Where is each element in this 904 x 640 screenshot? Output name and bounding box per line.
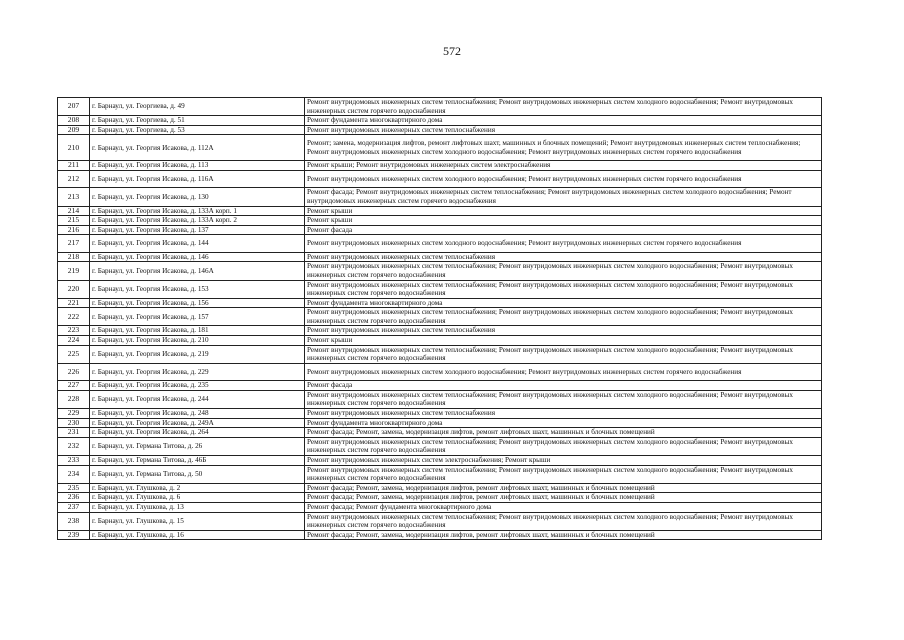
row-number: 210	[58, 135, 90, 161]
row-number: 214	[58, 206, 90, 216]
row-work-type: Ремонт фасада; Ремонт, замена, модернизация лифтов, ремонт лифтовых шахт, машинных и блочных помещений	[305, 530, 822, 540]
row-work-type: Ремонт фундамента многоквартирного дома	[305, 418, 822, 428]
row-number: 211	[58, 161, 90, 171]
row-address: г. Барнаул, ул. Георгия Исакова, д. 133А корп. 1	[90, 206, 305, 216]
table-row	[58, 428, 822, 438]
table-row	[58, 308, 822, 326]
row-address: г. Барнаул, ул. Георгиева, д. 53	[90, 125, 305, 135]
table-row	[58, 262, 822, 280]
table-row	[58, 280, 822, 298]
row-address: г. Барнаул, ул. Георгия Исакова, д. 210	[90, 336, 305, 346]
row-number: 229	[58, 409, 90, 419]
table-row	[58, 235, 822, 252]
table-row	[58, 363, 822, 380]
row-address: г. Барнаул, ул. Георгия Исакова, д. 146А	[90, 262, 305, 280]
row-work-type: Ремонт фасада; Ремонт, замена, модернизация лифтов, ремонт лифтовых шахт, машинных и блочных помещений	[305, 428, 822, 438]
table-row	[58, 390, 822, 408]
row-address: г. Барнаул, ул. Георгия Исакова, д. 181	[90, 326, 305, 336]
row-number: 236	[58, 493, 90, 503]
table-row	[58, 465, 822, 483]
table-row	[58, 381, 822, 391]
row-number: 208	[58, 116, 90, 126]
row-work-type: Ремонт фасада; Ремонт, замена, модернизация лифтов, ремонт лифтовых шахт, машинных и блочных помещений	[305, 493, 822, 503]
row-number: 239	[58, 530, 90, 540]
row-work-type: Ремонт внутридомовых инженерных систем теплоснабжения; Ремонт внутридомовых инженерных систем холодного водоснабжения; Ремонт внутридомовых инженерных систем горячего водоснабжения	[305, 308, 822, 326]
row-address: г. Барнаул, ул. Глушкова, д. 2	[90, 483, 305, 493]
row-number: 225	[58, 345, 90, 363]
row-address: г. Барнаул, ул. Георгия Исакова, д. 235	[90, 381, 305, 391]
row-address: г. Барнаул, ул. Георгия Исакова, д. 113	[90, 161, 305, 171]
row-number: 226	[58, 363, 90, 380]
row-work-type: Ремонт внутридомовых инженерных систем теплоснабжения; Ремонт внутридомовых инженерных систем холодного водоснабжения; Ремонт внутридомовых инженерных систем горячего водоснабжения	[305, 262, 822, 280]
row-address: г. Барнаул, ул. Георгиева, д. 51	[90, 116, 305, 126]
table-row	[58, 493, 822, 503]
row-address: г. Барнаул, ул. Георгия Исакова, д. 249А	[90, 418, 305, 428]
row-work-type: Ремонт внутридомовых инженерных систем теплоснабжения	[305, 125, 822, 135]
row-address: г. Барнаул, ул. Георгия Исакова, д. 264	[90, 428, 305, 438]
table-row	[58, 206, 822, 216]
row-work-type: Ремонт; замена, модернизация лифтов, ремонт лифтовых шахт, машинных и блочных помещений; Ремонт внутридомовых инженерных систем теплоснабжения; Ремонт внутридомовых инженерных систем холодного водоснабжения; Ремонт внутридомовых инженерных систем горячего водоснабжения	[305, 135, 822, 161]
row-work-type: Ремонт крыши; Ремонт внутридомовых инженерных систем электроснабжения	[305, 161, 822, 171]
table-row	[58, 170, 822, 187]
table-row	[58, 530, 822, 540]
row-work-type: Ремонт внутридомовых инженерных систем теплоснабжения	[305, 252, 822, 262]
row-work-type: Ремонт внутридомовых инженерных систем теплоснабжения; Ремонт внутридомовых инженерных систем холодного водоснабжения; Ремонт внутридомовых инженерных систем горячего водоснабжения	[305, 437, 822, 455]
row-number: 212	[58, 170, 90, 187]
row-work-type: Ремонт внутридомовых инженерных систем электроснабжения; Ремонт крыши	[305, 455, 822, 465]
row-work-type: Ремонт внутридомовых инженерных систем теплоснабжения; Ремонт внутридомовых инженерных систем холодного водоснабжения; Ремонт внутридомовых инженерных систем горячего водоснабжения	[305, 280, 822, 298]
row-number: 223	[58, 326, 90, 336]
table-row	[58, 336, 822, 346]
row-address: г. Барнаул, ул. Георгия Исакова, д. 229	[90, 363, 305, 380]
table-row	[58, 116, 822, 126]
row-number: 217	[58, 235, 90, 252]
table-row	[58, 455, 822, 465]
row-number: 220	[58, 280, 90, 298]
page-number: 572	[443, 44, 461, 58]
repair-register-table	[57, 97, 822, 540]
row-work-type: Ремонт внутридомовых инженерных систем теплоснабжения	[305, 326, 822, 336]
table-row	[58, 345, 822, 363]
table-row	[58, 135, 822, 161]
table-row	[58, 98, 822, 116]
row-address: г. Барнаул, ул. Глушкова, д. 15	[90, 512, 305, 530]
row-address: г. Барнаул, ул. Георгия Исакова, д. 133А корп. 2	[90, 216, 305, 226]
row-number: 221	[58, 298, 90, 308]
row-number: 237	[58, 502, 90, 512]
row-number: 209	[58, 125, 90, 135]
row-address: г. Барнаул, ул. Германа Титова, д. 46Б	[90, 455, 305, 465]
row-number: 238	[58, 512, 90, 530]
row-number: 213	[58, 188, 90, 206]
row-work-type: Ремонт фундамента многоквартирного дома	[305, 298, 822, 308]
row-address: г. Барнаул, ул. Германа Титова, д. 26	[90, 437, 305, 455]
table-row	[58, 252, 822, 262]
row-number: 216	[58, 225, 90, 235]
row-work-type: Ремонт внутридомовых инженерных систем теплоснабжения; Ремонт внутридомовых инженерных систем холодного водоснабжения; Ремонт внутридомовых инженерных систем горячего водоснабжения	[305, 390, 822, 408]
row-address: г. Барнаул, ул. Георгия Исакова, д. 244	[90, 390, 305, 408]
table-row	[58, 326, 822, 336]
row-address: г. Барнаул, ул. Георгия Исакова, д. 248	[90, 409, 305, 419]
row-address: г. Барнаул, ул. Георгиева, д. 49	[90, 98, 305, 116]
row-number: 234	[58, 465, 90, 483]
row-work-type: Ремонт внутридомовых инженерных систем теплоснабжения; Ремонт внутридомовых инженерных систем холодного водоснабжения; Ремонт внутридомовых инженерных систем горячего водоснабжения	[305, 98, 822, 116]
row-address: г. Барнаул, ул. Георгия Исакова, д. 112А	[90, 135, 305, 161]
row-work-type: Ремонт внутридомовых инженерных систем холодного водоснабжения; Ремонт внутридомовых инженерных систем горячего водоснабжения	[305, 363, 822, 380]
row-number: 230	[58, 418, 90, 428]
row-work-type: Ремонт крыши	[305, 216, 822, 226]
row-address: г. Барнаул, ул. Георгия Исакова, д. 144	[90, 235, 305, 252]
row-address: г. Барнаул, ул. Георгия Исакова, д. 156	[90, 298, 305, 308]
row-address: г. Барнаул, ул. Георгия Исакова, д. 157	[90, 308, 305, 326]
row-work-type: Ремонт фасада	[305, 225, 822, 235]
table-row	[58, 161, 822, 171]
row-work-type: Ремонт внутридомовых инженерных систем теплоснабжения; Ремонт внутридомовых инженерных систем холодного водоснабжения; Ремонт внутридомовых инженерных систем горячего водоснабжения	[305, 345, 822, 363]
row-work-type: Ремонт крыши	[305, 336, 822, 346]
row-work-type: Ремонт фундамента многоквартирного дома	[305, 116, 822, 126]
row-address: г. Барнаул, ул. Георгия Исакова, д. 116А	[90, 170, 305, 187]
row-address: г. Барнаул, ул. Германа Титова, д. 50	[90, 465, 305, 483]
row-number: 231	[58, 428, 90, 438]
row-work-type: Ремонт крыши	[305, 206, 822, 216]
table-row	[58, 125, 822, 135]
row-address: г. Барнаул, ул. Георгия Исакова, д. 146	[90, 252, 305, 262]
table-row	[58, 418, 822, 428]
row-work-type: Ремонт фасада; Ремонт, замена, модернизация лифтов, ремонт лифтовых шахт, машинных и блочных помещений	[305, 483, 822, 493]
row-work-type: Ремонт внутридомовых инженерных систем теплоснабжения; Ремонт внутридомовых инженерных систем холодного водоснабжения; Ремонт внутридомовых инженерных систем горячего водоснабжения	[305, 465, 822, 483]
row-number: 235	[58, 483, 90, 493]
row-work-type: Ремонт внутридомовых инженерных систем холодного водоснабжения; Ремонт внутридомовых инженерных систем горячего водоснабжения	[305, 235, 822, 252]
table-row	[58, 437, 822, 455]
row-work-type: Ремонт фасада; Ремонт внутридомовых инженерных систем теплоснабжения; Ремонт внутридомовых инженерных систем холодного водоснабжения; Ремонт внутридомовых инженерных систем горячего водоснабжения	[305, 188, 822, 206]
row-address: г. Барнаул, ул. Глушкова, д. 13	[90, 502, 305, 512]
row-number: 218	[58, 252, 90, 262]
row-work-type: Ремонт фасада; Ремонт фундамента многоквартирного дома	[305, 502, 822, 512]
table-row	[58, 225, 822, 235]
table-row	[58, 188, 822, 206]
row-number: 215	[58, 216, 90, 226]
row-address: г. Барнаул, ул. Глушкова, д. 16	[90, 530, 305, 540]
row-work-type: Ремонт внутридомовых инженерных систем холодного водоснабжения; Ремонт внутридомовых инженерных систем горячего водоснабжения	[305, 170, 822, 187]
row-number: 232	[58, 437, 90, 455]
row-work-type: Ремонт внутридомовых инженерных систем теплоснабжения	[305, 409, 822, 419]
row-address: г. Барнаул, ул. Георгия Исакова, д. 137	[90, 225, 305, 235]
row-work-type: Ремонт фасада	[305, 381, 822, 391]
table-row	[58, 502, 822, 512]
row-number: 207	[58, 98, 90, 116]
row-address: г. Барнаул, ул. Георгия Исакова, д. 130	[90, 188, 305, 206]
table-row	[58, 216, 822, 226]
table-row	[58, 512, 822, 530]
row-work-type: Ремонт внутридомовых инженерных систем теплоснабжения; Ремонт внутридомовых инженерных систем холодного водоснабжения; Ремонт внутридомовых инженерных систем горячего водоснабжения	[305, 512, 822, 530]
row-address: г. Барнаул, ул. Георгия Исакова, д. 219	[90, 345, 305, 363]
row-number: 228	[58, 390, 90, 408]
row-number: 227	[58, 381, 90, 391]
table-row	[58, 409, 822, 419]
row-number: 219	[58, 262, 90, 280]
row-number: 222	[58, 308, 90, 326]
row-address: г. Барнаул, ул. Глушкова, д. 6	[90, 493, 305, 503]
table-row	[58, 298, 822, 308]
row-number: 224	[58, 336, 90, 346]
row-address: г. Барнаул, ул. Георгия Исакова, д. 153	[90, 280, 305, 298]
row-number: 233	[58, 455, 90, 465]
table-row	[58, 483, 822, 493]
